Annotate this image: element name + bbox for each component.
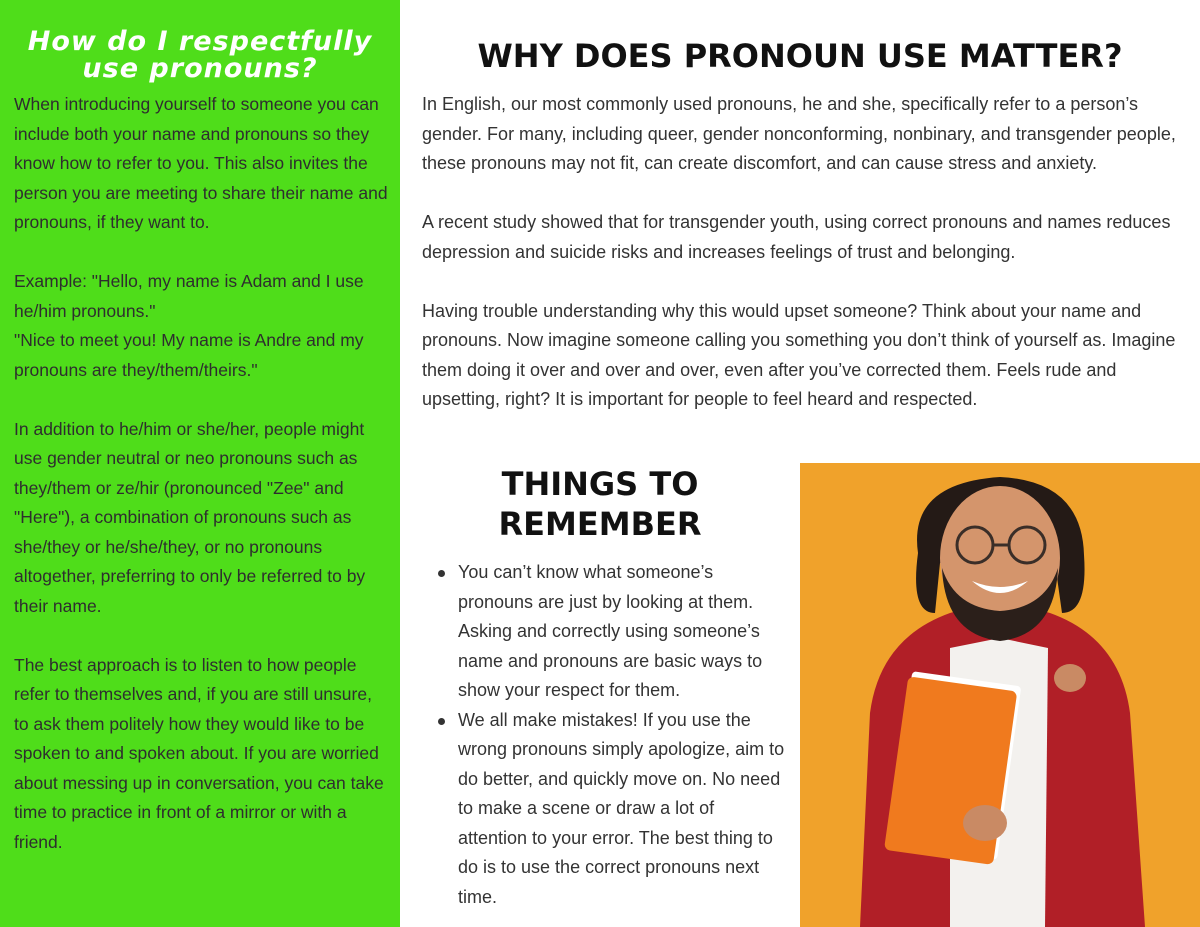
list-item — [458, 558, 788, 706]
main-paragraph: Having trouble understanding why this would upset someone? Think about your name and pronouns. Now imagine someone calling you something you don’t think of yourself as. Imagine them doing it over and over and over, even after you’ve corrected them. Feels rude and upsetting, right? It is important for people to feel heard and respected. — [422, 300, 1176, 409]
left-paragraph: "Nice to meet you! My name is Andre and my pronouns are they/them/theirs." — [14, 330, 364, 380]
left-title-line-2: use pronouns? — [82, 53, 318, 84]
left-panel — [0, 0, 400, 927]
person-photo — [800, 463, 1200, 927]
remember-list — [458, 558, 788, 912]
list-item-text: We all make mistakes! If you use the wrong pronouns simply apologize, aim to do better, and quickly move on. No need to make a scene or draw a lot of attention to your error. The best thing to do is to use the correct pronouns next time. — [458, 709, 785, 907]
main-paragraph: In English, our most commonly used pronouns, he and she, specifically refer to a person’s gender. For many, including queer, gender nonconforming, nonbinary, and transgender people, these pronouns may not fit, can create discomfort, and can cause stress and anxiety. — [422, 94, 1176, 173]
list-item — [458, 706, 788, 913]
main-title: WHY DOES PRONOUN USE MATTER? — [477, 37, 1123, 75]
list-item-text: You can’t know what someone’s pronouns are just by looking at them. Asking and correctly using someone’s name and pronouns are basic ways to show your respect for them. — [458, 562, 763, 700]
person-illustration — [800, 463, 1200, 927]
left-panel-title — [0, 28, 400, 82]
left-panel-body — [14, 90, 389, 857]
main-paragraph: A recent study showed that for transgender youth, using correct pronouns and names reduces depression and suicide risks and increases feelings of trust and belonging. — [422, 212, 1171, 262]
bullet-icon — [438, 718, 445, 725]
left-title-line-1: How do I respectfully — [27, 26, 373, 57]
left-paragraph: Example: "Hello, my name is Adam and I use he/him pronouns." — [14, 271, 364, 321]
left-paragraph: The best approach is to listen to how people refer to themselves and, if you are still unsure, to ask them politely how they would like to be spoken to and spoken about. If you are worried about messing up in conversation, you can take time to practice in front of a mirror or with a friend. — [14, 654, 384, 852]
remember-title-line-2: REMEMBER — [498, 505, 702, 543]
left-paragraph: In addition to he/him or she/her, people might use gender neutral or neo pronouns such as they/them or ze/hir (pronounced "Zee" and "Here"), a combination of pronouns such as she/they or he/she/they, or no pronouns altogether, preferring to only be referred to by their name. — [14, 418, 366, 616]
left-paragraph: When introducing yourself to someone you can include both your name and pronouns so they know how to refer to you. This also invites the person you are meeting to share their name and pronouns, if they want to. — [14, 94, 388, 232]
remember-title-line-1: THINGS TO — [501, 465, 699, 503]
remember-title — [420, 464, 780, 544]
main-body — [422, 90, 1187, 415]
bullet-icon — [438, 570, 445, 577]
